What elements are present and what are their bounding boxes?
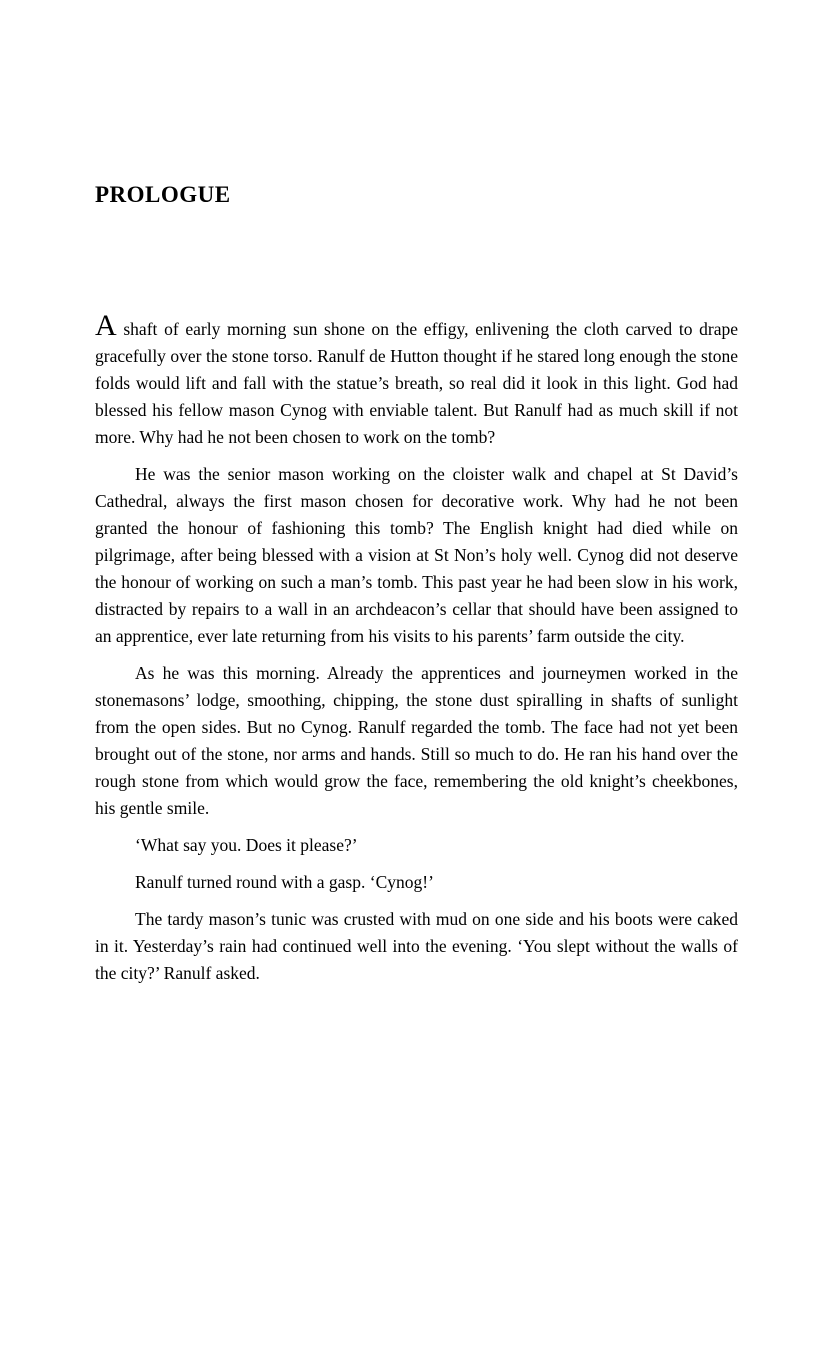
book-page (95, 183, 738, 987)
dialogue-paragraph: Ranulf turned round with a gasp. ‘Cynog!’ (135, 872, 434, 892)
paragraph: He was the senior mason working on the cloister walk and chapel at St David’s Cathedral, always the first mason chosen for decorative work. Why had he not been granted the honour of fashioning this tomb? The English knight had died while on pilgrimage, after being blessed with a vision at St Non’s holy well. Cynog did not deserve the honour of working on such a man’s tomb. This past year he had been slow in his work, distracted by repairs to a wall in an archdeacon’s cellar that should have been assigned to an apprentice, ever late returning from his visits to his parents’ farm outside the city. (95, 464, 738, 646)
lead-capital: A (95, 309, 117, 342)
opening-paragraph-text: shaft of early morning sun shone on the effigy, enlivening the cloth carved to drape gracefully over the stone torso. Ranulf de Hutton thought if he stared long enough the stone folds would lift and fall with the statue’s breath, so real did it look in this light. God had blessed his fellow mason Cynog with enviable talent. But Ranulf had as much skill if not more. Why had he not been chosen to work on the tomb? (95, 319, 738, 447)
opening-paragraph (95, 309, 738, 451)
paragraph: The tardy mason’s tunic was crusted with mud on one side and his boots were caked in it. Yesterday’s rain had continued well into the evening. ‘You slept without the walls of the city?’ Ranulf asked. (95, 909, 738, 983)
chapter-heading: PROLOGUE (95, 182, 231, 207)
dialogue-paragraph: ‘What say you. Does it please?’ (135, 835, 358, 855)
paragraph: As he was this morning. Already the apprentices and journeymen worked in the stonemasons’ lodge, smoothing, chipping, the stone dust spiralling in shafts of sunlight from the open sides. But no Cynog. Ranulf regarded the tomb. The face had not yet been brought out of the stone, nor arms and hands. Still so much to do. He ran his hand over the rough stone from which would grow the face, remembering the old knight’s cheekbones, his gentle smile. (95, 663, 738, 818)
